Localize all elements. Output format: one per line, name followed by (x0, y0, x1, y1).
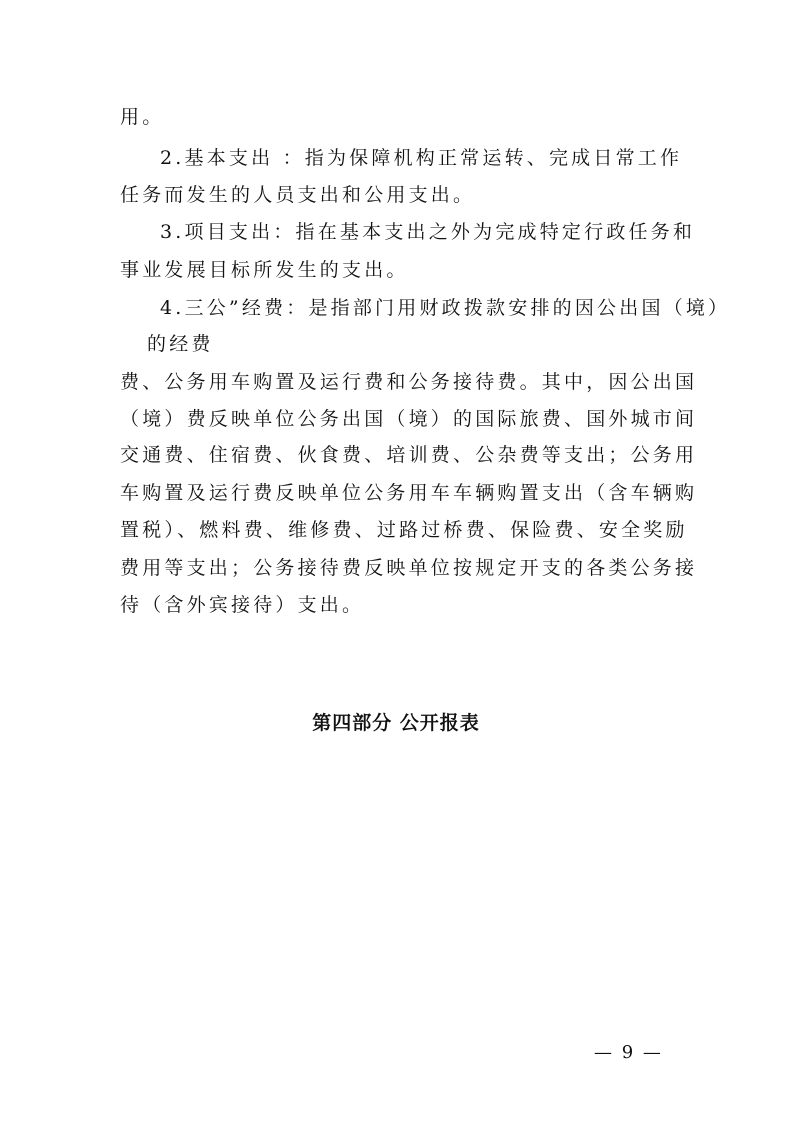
body-text-line: 置税）、燃料费、维修费、过路过桥费、保险费、安全奖励 (120, 519, 688, 541)
body-text-line: 任务而发生的人员支出和公用支出。 (120, 184, 476, 206)
body-text-line: 费用等支出；公务接待费反映单位按规定开支的各类公务接 (120, 557, 698, 579)
body-text-line: 4.三公”经费：是指部门用财政拨款安排的因公出国（境） (160, 297, 731, 319)
section-heading: 第四部分 公开报表 (312, 712, 480, 734)
body-text-line: 费、公务用车购置及运行费和公务接待费。其中，因公出国 (120, 371, 698, 393)
body-text-line: 待（含外宾接待）支出。 (120, 594, 365, 616)
body-text-line: 车购置及运行费反映单位公务用车车辆购置支出（含车辆购 (120, 482, 698, 504)
body-text-line: 用。 (120, 106, 165, 128)
body-text-line: 交通费、住宿费、伙食费、培训费、公杂费等支出；公务用 (120, 444, 698, 466)
body-text-line: 的经费 (147, 333, 214, 355)
body-text-line: 2.基本支出 ：指为保障机构正常运转、完成日常工作 (160, 147, 683, 169)
body-text-line: （境）费反映单位公务出国（境）的国际旅费、国外城市间 (120, 408, 698, 430)
body-text-line: 事业发展目标所发生的支出。 (120, 259, 409, 281)
body-text-line: 3.项目支出：指在基本支出之外为完成特定行政任务和 (160, 221, 696, 243)
page-number: — 9 — (594, 1042, 663, 1063)
